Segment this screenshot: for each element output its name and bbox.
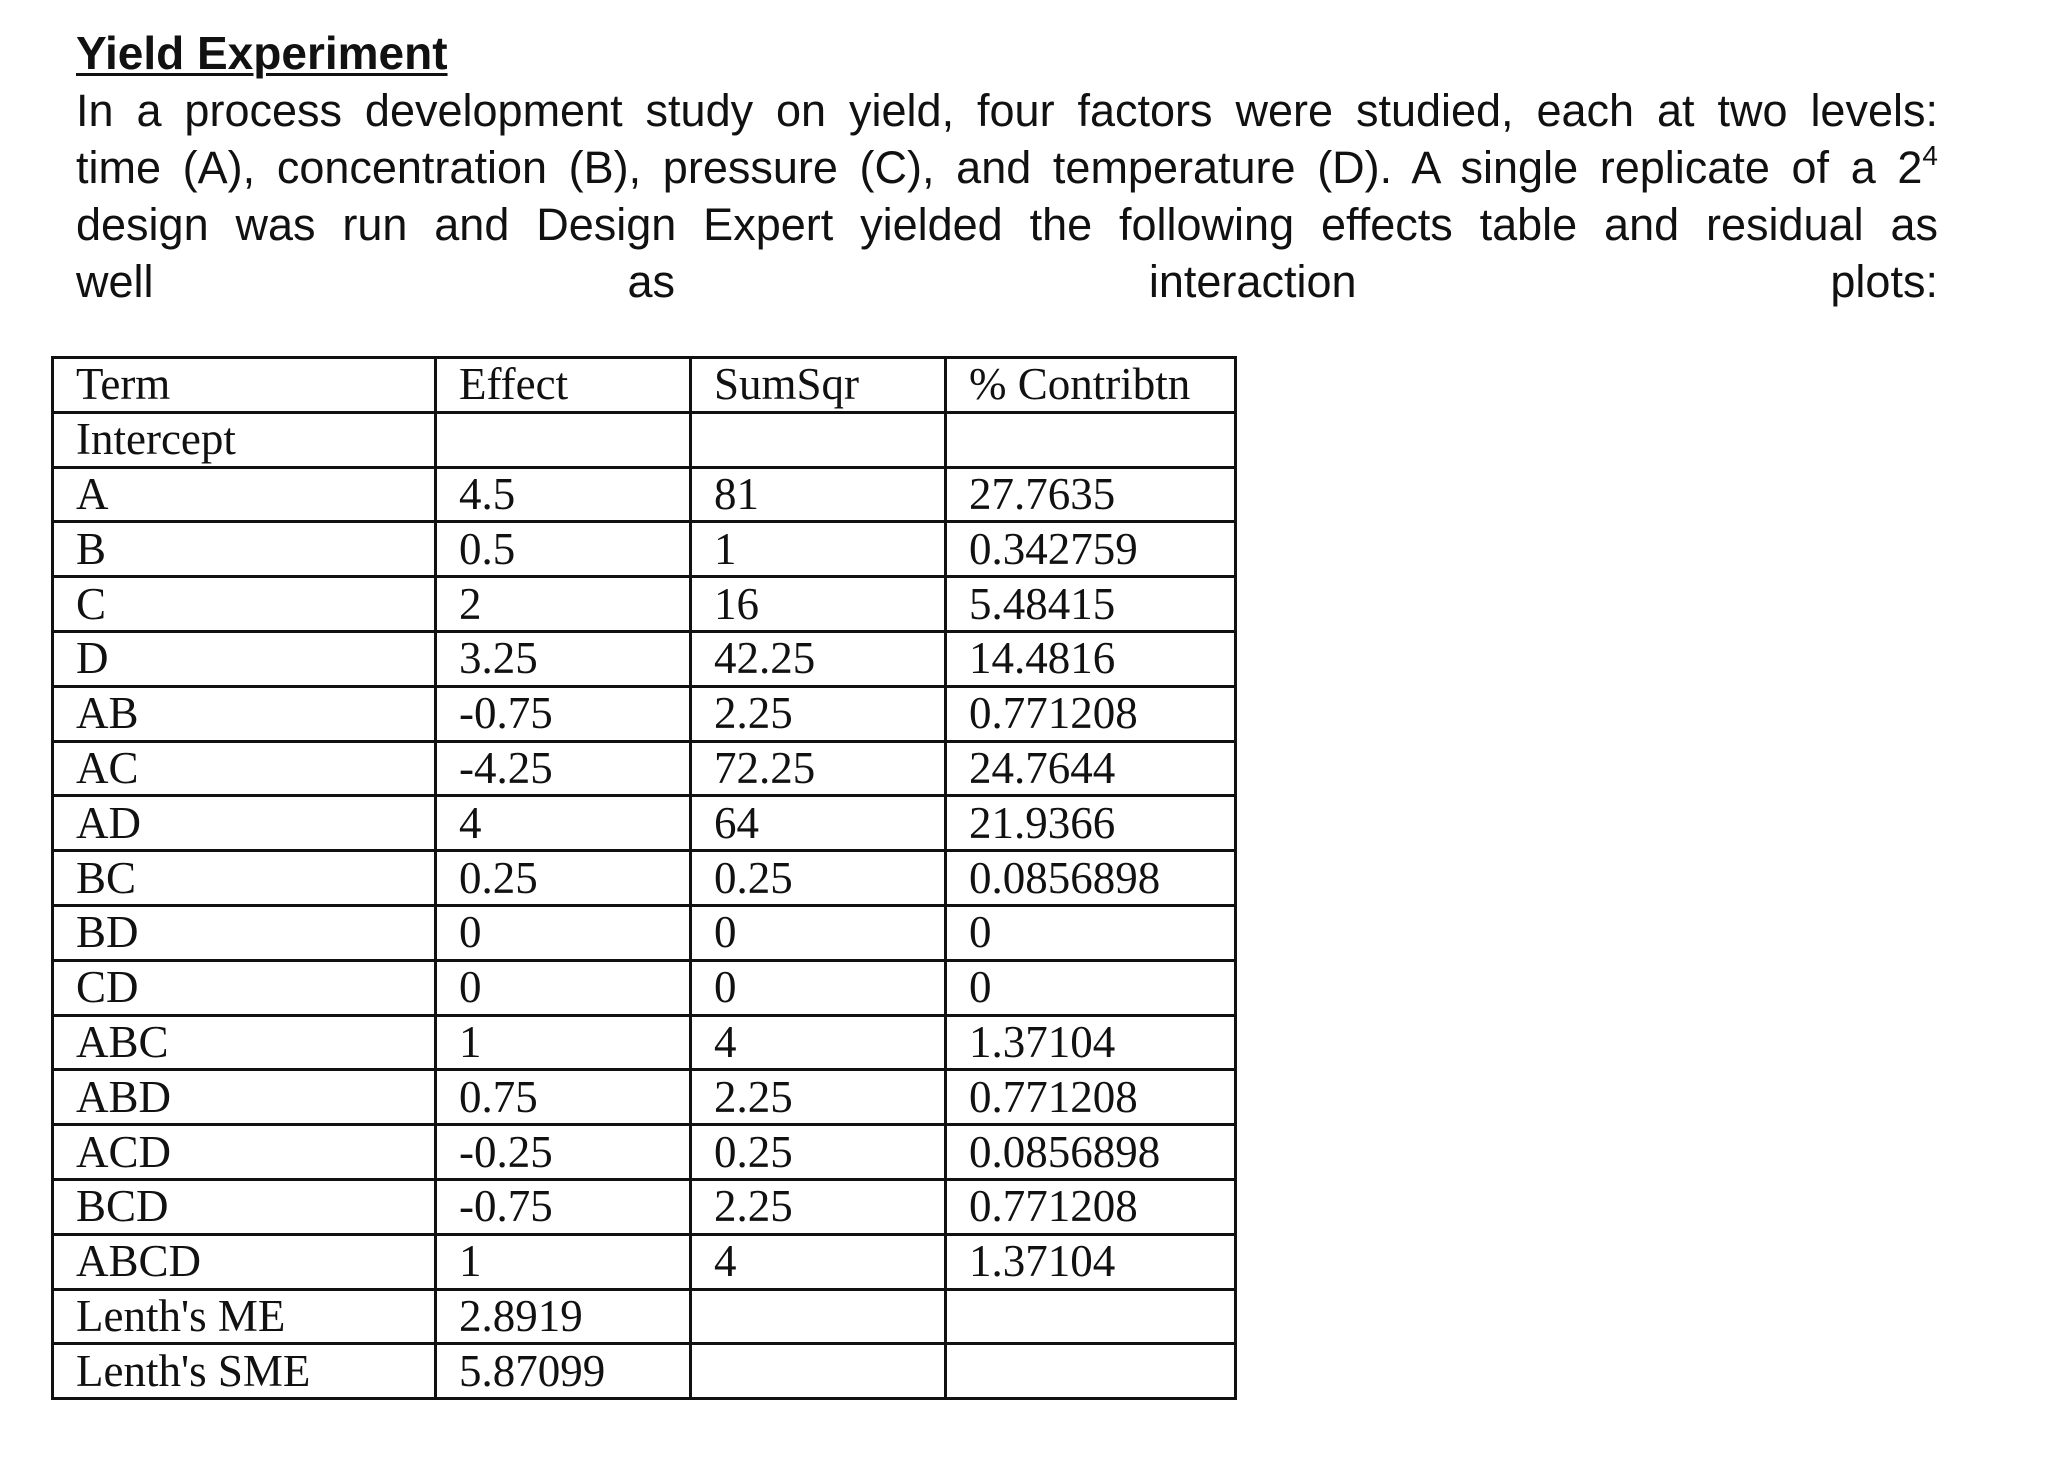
contribution-cell: 24.7644 (946, 741, 1236, 796)
contribution-cell: 21.9366 (946, 796, 1236, 851)
effect-cell: 2.8919 (436, 1289, 691, 1344)
table-row (53, 686, 1236, 741)
contribution-cell: 0.771208 (946, 1179, 1236, 1234)
term-cell: Lenth's SME (53, 1344, 436, 1399)
column-header-contribution: % Contribtn (946, 358, 1236, 413)
contribution-cell: 0 (946, 905, 1236, 960)
contribution-cell (946, 1344, 1236, 1399)
column-header-term: Term (53, 358, 436, 413)
table-row (53, 1179, 1236, 1234)
table-row (53, 577, 1236, 632)
effects-table (51, 356, 1237, 1400)
effect-cell: 1 (436, 1015, 691, 1070)
term-cell: Intercept (53, 412, 436, 467)
sumsqr-cell: 0 (691, 905, 946, 960)
term-cell: AB (53, 686, 436, 741)
term-cell: BD (53, 905, 436, 960)
table-row (53, 1070, 1236, 1125)
term-cell: C (53, 577, 436, 632)
term-cell: BC (53, 851, 436, 906)
contribution-cell: 5.48415 (946, 577, 1236, 632)
term-cell: BCD (53, 1179, 436, 1234)
sumsqr-cell: 2.25 (691, 1179, 946, 1234)
table-row (53, 851, 1236, 906)
sumsqr-cell: 72.25 (691, 741, 946, 796)
term-cell: B (53, 522, 436, 577)
effect-cell: 0 (436, 905, 691, 960)
effect-cell: 0.5 (436, 522, 691, 577)
contribution-cell: 0.0856898 (946, 851, 1236, 906)
sumsqr-cell: 81 (691, 467, 946, 522)
table-header-row (53, 358, 1236, 413)
effect-cell: -4.25 (436, 741, 691, 796)
contribution-cell: 0 (946, 960, 1236, 1015)
table-row (53, 467, 1236, 522)
contribution-cell: 0.771208 (946, 1070, 1236, 1125)
term-cell: AC (53, 741, 436, 796)
effect-cell: 0.75 (436, 1070, 691, 1125)
term-cell: AD (53, 796, 436, 851)
intro-paragraph (76, 82, 1938, 310)
contribution-cell: 14.4816 (946, 631, 1236, 686)
contribution-cell: 27.7635 (946, 467, 1236, 522)
table-row (53, 741, 1236, 796)
intro-word: interaction (1148, 256, 1357, 307)
table-row (53, 1234, 1236, 1289)
sumsqr-cell (691, 1289, 946, 1344)
effect-cell: 0.25 (436, 851, 691, 906)
contribution-cell: 1.37104 (946, 1015, 1236, 1070)
contribution-cell: 0.342759 (946, 522, 1236, 577)
sumsqr-cell: 2.25 (691, 1070, 946, 1125)
term-cell: D (53, 631, 436, 686)
effect-cell (436, 412, 691, 467)
sumsqr-cell: 1 (691, 522, 946, 577)
document-title: Yield Experiment (76, 27, 448, 79)
effect-cell: 2 (436, 577, 691, 632)
sumsqr-cell: 0.25 (691, 851, 946, 906)
effect-cell: -0.75 (436, 686, 691, 741)
sumsqr-cell: 2.25 (691, 686, 946, 741)
effect-cell: 4 (436, 796, 691, 851)
contribution-cell: 0.771208 (946, 686, 1236, 741)
effect-cell: 3.25 (436, 631, 691, 686)
table-row (53, 960, 1236, 1015)
term-cell: ABCD (53, 1234, 436, 1289)
intro-word: well (76, 256, 154, 307)
table-row (53, 1344, 1236, 1399)
term-cell: A (53, 467, 436, 522)
intro-line-4 (76, 253, 1938, 310)
column-header-effect: Effect (436, 358, 691, 413)
sumsqr-cell (691, 1344, 946, 1399)
sumsqr-cell: 4 (691, 1234, 946, 1289)
term-cell: ABD (53, 1070, 436, 1125)
sumsqr-cell: 42.25 (691, 631, 946, 686)
effect-cell: -0.75 (436, 1179, 691, 1234)
sumsqr-cell (691, 412, 946, 467)
sumsqr-cell: 16 (691, 577, 946, 632)
term-cell: Lenth's ME (53, 1289, 436, 1344)
effect-cell: 1 (436, 1234, 691, 1289)
intro-line-3: design was run and Design Expert yielded the following effects table and residual as (76, 199, 1938, 250)
intro-word: plots: (1830, 256, 1938, 307)
sumsqr-cell: 0 (691, 960, 946, 1015)
effect-cell: 5.87099 (436, 1344, 691, 1399)
table-row (53, 631, 1236, 686)
term-cell: CD (53, 960, 436, 1015)
sumsqr-cell: 0.25 (691, 1125, 946, 1180)
table-row (53, 522, 1236, 577)
effect-cell: 4.5 (436, 467, 691, 522)
term-cell: ABC (53, 1015, 436, 1070)
superscript-exponent: 4 (1922, 140, 1938, 171)
table-row (53, 412, 1236, 467)
intro-line-2 (76, 139, 1938, 196)
contribution-cell (946, 412, 1236, 467)
intro-line-1: In a process development study on yield, four factors were studied, each at two levels: (76, 85, 1938, 136)
intro-line-2-text: time (A), concentration (B), pressure (C), and temperature (D). A single replicate of a 2 (76, 142, 1923, 193)
effect-cell: 0 (436, 960, 691, 1015)
effect-cell: -0.25 (436, 1125, 691, 1180)
sumsqr-cell: 64 (691, 796, 946, 851)
table-row (53, 796, 1236, 851)
effects-table-body (53, 412, 1236, 1398)
table-row (53, 1015, 1236, 1070)
table-row (53, 905, 1236, 960)
table-row (53, 1289, 1236, 1344)
contribution-cell (946, 1289, 1236, 1344)
contribution-cell: 0.0856898 (946, 1125, 1236, 1180)
term-cell: ACD (53, 1125, 436, 1180)
contribution-cell: 1.37104 (946, 1234, 1236, 1289)
table-row (53, 1125, 1236, 1180)
intro-word: as (627, 256, 675, 307)
column-header-sumsqr: SumSqr (691, 358, 946, 413)
sumsqr-cell: 4 (691, 1015, 946, 1070)
